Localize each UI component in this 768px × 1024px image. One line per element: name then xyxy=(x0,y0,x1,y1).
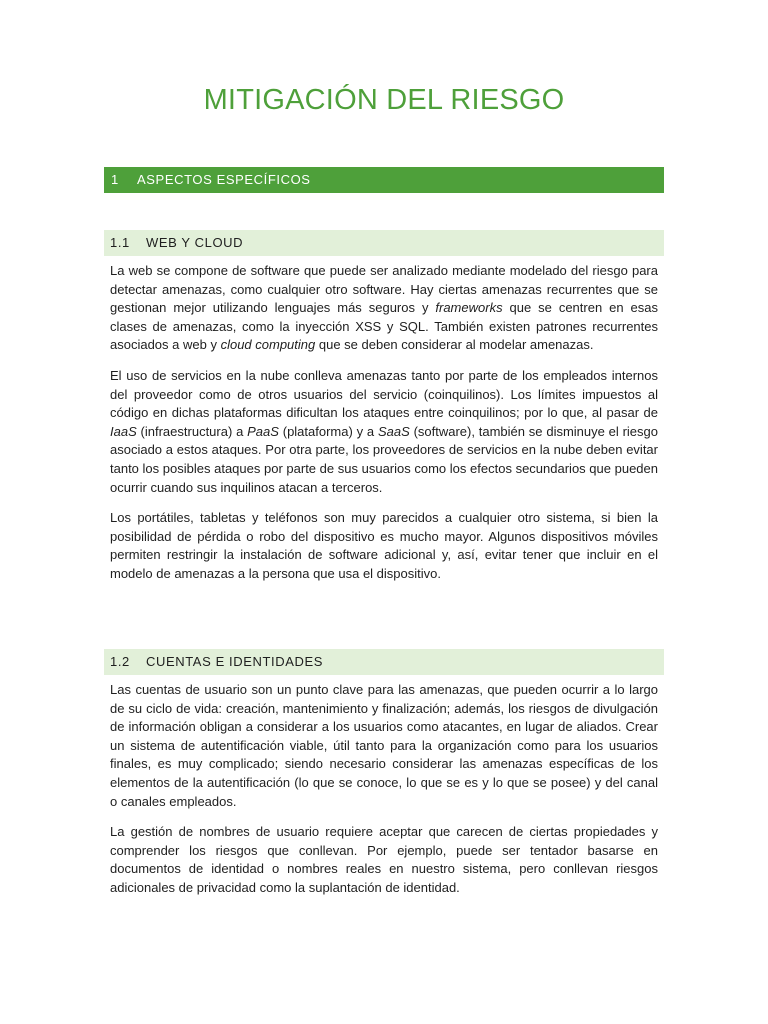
text-run: (software), también se disminuye el riesgo asociado a estos ataques. Por otra parte, los proveedores de servicios en la nube deben evitar tanto los posibles ataques por parte de sus usuarios como los efectos secundarios que pueden ocurrir cuando sus inquilinos atacan a terceros. xyxy=(110,423,658,495)
heading-level2-web-cloud xyxy=(104,230,664,256)
section-accounts xyxy=(110,681,658,910)
text-run: La gestión de nombres de usuario requiere aceptar que carecen de ciertas propiedades y comprender los riesgos que conllevan. Por ejemplo, puede ser tentador basarse en documentos de identidad o nombres reales en nuestro sistema, pero conllevan riesgos adicionales de privacidad como la suplantación de identidad. xyxy=(110,824,658,895)
text-run: El uso de servicios en la nube conlleva amenazas tanto por parte de los empleados internos del proveedor como de otros usuarios del servicio (coinquilinos). Los límites impuestos al código en dichas plataformas dificultan los ataques entre coinquilinos; por lo que, al pasar de xyxy=(110,367,658,421)
heading-text: WEB Y CLOUD xyxy=(146,235,244,250)
paragraph xyxy=(110,681,658,811)
text-run: que se deben considerar al modelar amenazas. xyxy=(315,337,594,353)
heading-level1 xyxy=(104,167,664,193)
heading-number: 1 xyxy=(111,172,119,187)
text-run: (infraestructura) a xyxy=(136,423,248,439)
paragraph xyxy=(110,509,658,583)
heading-number: 1.1 xyxy=(110,235,130,250)
paragraph xyxy=(110,262,658,355)
heading-number: 1.2 xyxy=(110,654,130,669)
text-run: Las cuentas de usuario son un punto clave para las amenazas, que pueden ocurrir a lo largo de su ciclo de vida: creación, mantenimiento y finalización; además, los riesgos de divulgación de información obligan a considerar a los usuarios como atacantes, en lugar de aliados. Crear un sistema de autentificación viable, útil tanto para la organización como para los usuarios finales, es muy complicado; siendo necesario considerar las amenazas específicas de los elementos de la autentificación (lo que se conoce, lo que se es y lo que se posee) y del canal o canales empleados. xyxy=(110,682,658,809)
document-title: MITIGACIÓN DEL RIESGO xyxy=(203,84,565,116)
text-run: que se centren en esas clases de amenazas, como la inyección XSS y SQL. También existen patrones recurrentes asociados a web y xyxy=(110,300,658,353)
text-run: Los portátiles, tabletas y teléfonos son muy parecidos a cualquier otro sistema, si bien la posibilidad de pérdida o robo del dispositivo es mucho mayor. Algunos dispositivos móviles permiten restringir la instalación de software adicional y, así, evitar tener que incluir en el modelo de amenazas a la persona que usa el dispositivo. xyxy=(110,510,658,581)
heading-level2-accounts xyxy=(104,649,664,675)
italic-run: PaaS xyxy=(247,423,279,439)
italic-run: cloud computing xyxy=(220,337,316,353)
heading-text: CUENTAS E IDENTIDADES xyxy=(146,654,324,669)
italic-run: IaaS xyxy=(110,423,137,439)
text-run: (plataforma) y a xyxy=(278,423,378,439)
text-run: La web se compone de software que puede ser analizado mediante modelado del riesgo para detectar amenazas, como cualquier otro software. Hay ciertas amenazas recurrentes que se gestionan mejor utilizando lenguajes más seguros y xyxy=(110,263,658,316)
italic-run: frameworks xyxy=(435,300,503,316)
italic-run: SaaS xyxy=(377,423,410,439)
heading-text: ASPECTOS ESPECÍFICOS xyxy=(137,172,311,187)
section-web-cloud xyxy=(110,262,658,596)
paragraph xyxy=(110,367,658,497)
paragraph xyxy=(110,823,658,897)
